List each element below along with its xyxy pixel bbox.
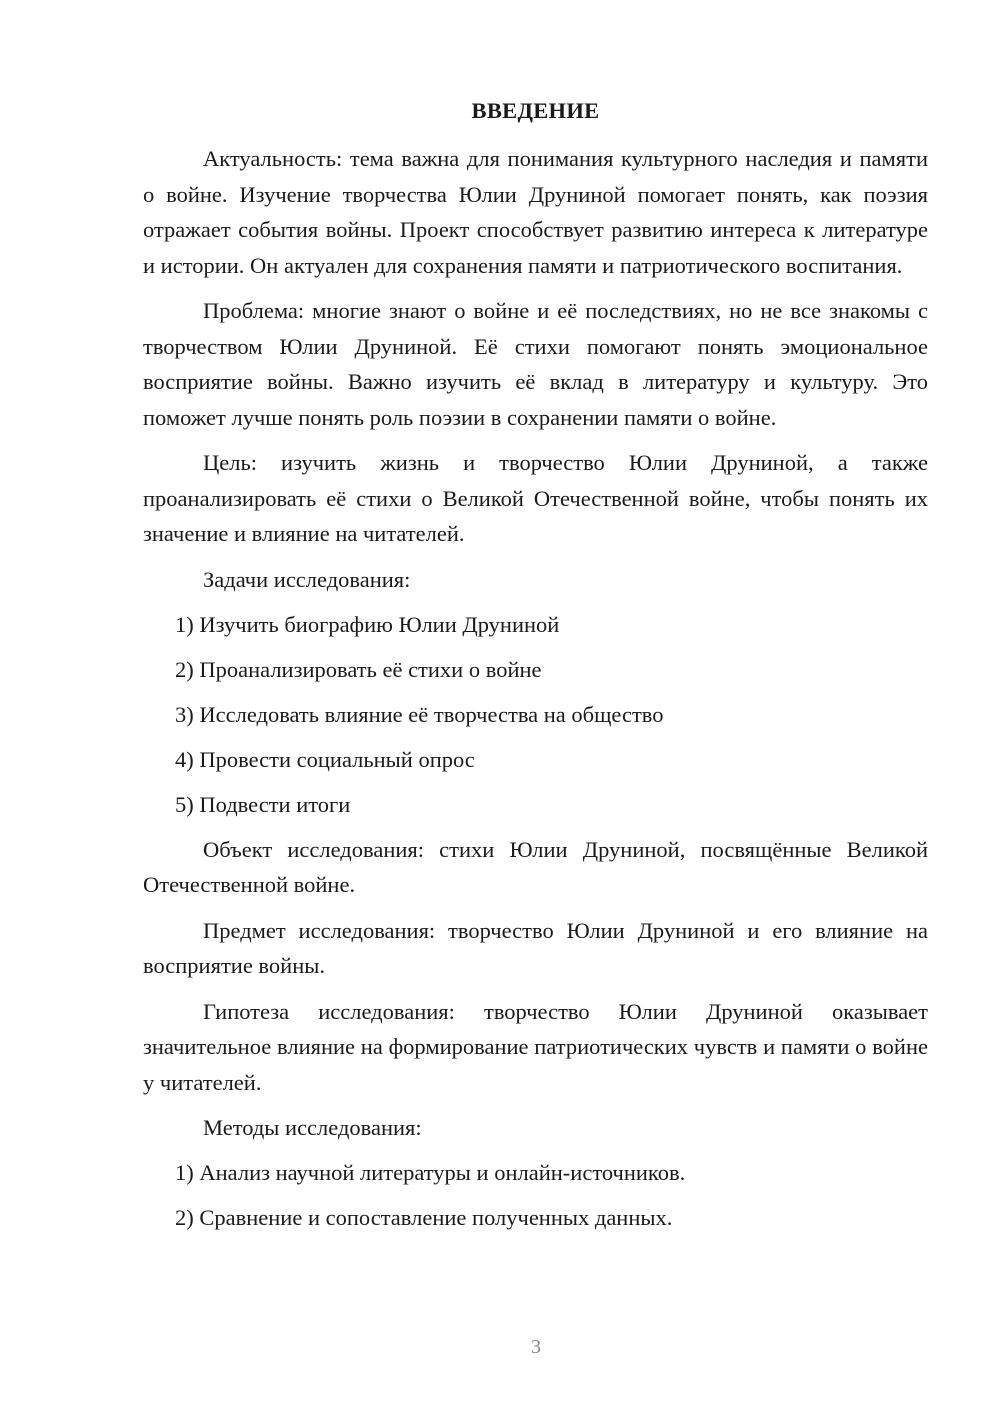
object-paragraph: Объект исследования: стихи Юлии Друниной, посвящённые Великой Отечественной войне. [143,836,928,897]
tasks-list [143,607,928,823]
problem-paragraph: Проблема: многие знают о войне и её последствиях, но не все знакомы с творчеством Юлии Друниной. Её стихи помогают понять эмоциональное восприятие войны. Важно изучить её вклад в литературу и культуру. Это поможет лучше понять роль поэзии в сохранении памяти о войне. [143,298,928,430]
list-item: 5) Подвести итоги [175,791,351,817]
goal-paragraph: Цель: изучить жизнь и творчество Юлии Друниной, а также проанализировать её стихи о Великой Отечественной войне, чтобы понять их значение и влияние на читателей. [143,450,928,546]
list-item: 3) Исследовать влияние её творчества на общество [175,701,664,727]
methods-heading: Методы исследования: [203,1115,422,1140]
list-item: 1) Анализ научной литературы и онлайн-источников. [175,1160,686,1185]
page-number: 3 [531,1336,541,1358]
list-item: 2) Сравнение и сопоставление полученных данных. [175,1205,673,1230]
list-item: 4) Провести социальный опрос [175,746,475,772]
tasks-heading: Задачи исследования: [203,566,411,592]
methods-list [143,1155,928,1236]
subject-paragraph: Предмет исследования: творчество Юлии Друниной и его влияние на восприятие войны. [143,917,928,978]
section-title: ВВЕДЕНИЕ [471,98,600,123]
page-content [143,92,928,1245]
list-item: 1) Изучить биографию Юлии Друниной [175,611,560,637]
relevance-paragraph: Актуальность: тема важна для понимания культурного наследия и памяти о войне. Изучение творчества Юлии Друниной помогает понять, как поэзия отражает события войны. Проект способствует развитию интереса к литературе и истории. Он актуален для сохранения памяти и патриотического воспитания. [143,146,928,278]
list-item: 2) Проанализировать её стихи о войне [175,656,542,682]
hypothesis-paragraph: Гипотеза исследования: творчество Юлии Друниной оказывает значительное влияние на формирование патриотических чувств и памяти о войне у читателей. [143,998,928,1095]
